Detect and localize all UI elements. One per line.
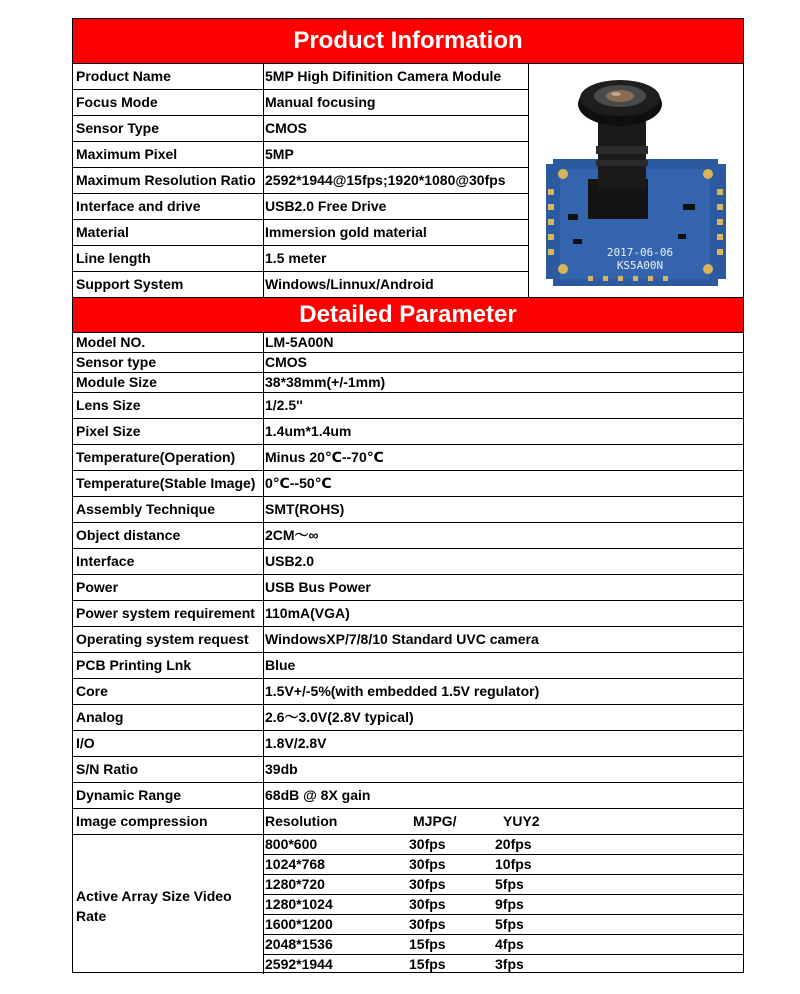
spec-sheet [72, 18, 744, 973]
param-value: WindowsXP/7/8/10 Standard UVC camera [265, 631, 539, 647]
param-value: Blue [265, 657, 296, 673]
video-resolution: 1024*768 [265, 856, 325, 872]
param-label: Module Size [76, 374, 157, 390]
product-info-value: Immersion gold material [265, 224, 427, 240]
param-label: Lens Size [76, 397, 141, 413]
param-label: S/N Ratio [76, 761, 139, 777]
video-yuy2-rate: 9fps [495, 896, 524, 912]
product-info-label: Maximum Pixel [76, 146, 178, 162]
product-info-label: Product Name [76, 68, 171, 84]
detailed-parameter-banner [73, 297, 743, 333]
column-divider [528, 63, 529, 297]
active-array-label-line2: Rate [76, 908, 107, 924]
param-value: USB Bus Power [265, 579, 371, 595]
product-info-label: Material [76, 224, 129, 240]
param-value: 1.5V+/-5%(with embedded 1.5V regulator) [265, 683, 540, 699]
resolution-column-header: Resolution [265, 813, 338, 829]
image-compression-label: Image compression [76, 813, 208, 829]
param-label: Analog [76, 709, 124, 725]
param-value: 1.4um*1.4um [265, 423, 352, 439]
video-mjpg-rate: 15fps [409, 936, 446, 952]
column-divider [263, 63, 264, 297]
product-info-value: Windows/Linnux/Android [265, 276, 434, 292]
product-info-value: CMOS [265, 120, 307, 136]
param-label: Operating system request [76, 631, 249, 647]
param-label: Core [76, 683, 108, 699]
param-label: Pixel Size [76, 423, 141, 439]
param-label: I/O [76, 735, 95, 751]
param-label: Assembly Technique [76, 501, 216, 517]
param-label: PCB Printing Lnk [76, 657, 192, 673]
active-array-label [76, 886, 262, 926]
video-resolution: 2592*1944 [265, 956, 333, 972]
product-info-value: 5MP High Difinition Camera Module [265, 68, 502, 84]
param-value: Minus 20℃--70℃ [265, 449, 384, 465]
param-value: 38*38mm(+/-1mm) [265, 374, 386, 390]
param-value: 2CM～∞ [265, 527, 319, 543]
video-yuy2-rate: 10fps [495, 856, 532, 872]
video-yuy2-rate: 3fps [495, 956, 524, 972]
video-yuy2-rate: 5fps [495, 876, 524, 892]
product-info-value: 1.5 meter [265, 250, 327, 266]
param-value: 110mA(VGA) [265, 605, 350, 621]
product-info-label: Support System [76, 276, 184, 292]
video-mjpg-rate: 30fps [409, 916, 446, 932]
product-info-label: Sensor Type [76, 120, 159, 136]
param-label: Object distance [76, 527, 181, 543]
param-value: 2.6～3.0V(2.8V typical) [265, 709, 414, 725]
video-mjpg-rate: 30fps [409, 836, 446, 852]
param-value: 0℃--50℃ [265, 475, 332, 491]
video-yuy2-rate: 20fps [495, 836, 532, 852]
video-resolution: 1280*720 [265, 876, 325, 892]
product-info-banner [73, 19, 743, 64]
column-divider [263, 332, 264, 974]
video-mjpg-rate: 30fps [409, 856, 446, 872]
video-resolution: 2048*1536 [265, 936, 333, 952]
video-mjpg-rate: 30fps [409, 876, 446, 892]
param-value: 68dB @ 8X gain [265, 787, 371, 803]
camera-module-photo [528, 64, 743, 296]
param-value: SMT(ROHS) [265, 501, 345, 517]
param-value: LM-5A00N [265, 334, 334, 350]
board-model-text: KS5A00N [616, 259, 664, 272]
param-label: Power system requirement [76, 605, 255, 621]
param-label: Dynamic Range [76, 787, 182, 803]
board-date-text: 2017-06-06 [606, 246, 674, 259]
product-info-label: Maximum Resolution Ratio [76, 172, 256, 188]
video-resolution: 800*600 [265, 836, 318, 852]
param-value: CMOS [265, 354, 307, 370]
product-info-value: 5MP [265, 146, 294, 162]
detailed-parameter-title: Detailed Parameter [299, 301, 517, 328]
mjpg-column-header: MJPG/ [413, 813, 457, 829]
param-value: USB2.0 [265, 553, 315, 569]
param-label: Power [76, 579, 119, 595]
video-mjpg-rate: 30fps [409, 896, 446, 912]
product-info-label: Focus Mode [76, 94, 158, 110]
video-yuy2-rate: 5fps [495, 916, 524, 932]
video-yuy2-rate: 4fps [495, 936, 524, 952]
param-label: Model NO. [76, 334, 146, 350]
active-array-label-line1: Active Array Size Video [76, 888, 232, 904]
param-label: Sensor type [76, 354, 157, 370]
param-label: Temperature(Operation) [76, 449, 236, 465]
video-resolution: 1600*1200 [265, 916, 333, 932]
product-info-title: Product Information [293, 27, 523, 54]
param-value: 1.8V/2.8V [265, 735, 327, 751]
row-divider [73, 834, 743, 835]
product-info-value: Manual focusing [265, 94, 376, 110]
product-info-value: USB2.0 Free Drive [265, 198, 387, 214]
video-mjpg-rate: 15fps [409, 956, 446, 972]
param-label: Interface [76, 553, 135, 569]
param-label: Temperature(Stable Image) [76, 475, 256, 491]
param-value: 1/2.5'' [265, 397, 303, 413]
param-value: 39db [265, 761, 298, 777]
product-info-label: Line length [76, 250, 151, 266]
video-resolution: 1280*1024 [265, 896, 333, 912]
product-info-label: Interface and drive [76, 198, 201, 214]
yuy2-column-header: YUY2 [503, 813, 540, 829]
product-info-value: 2592*1944@15fps;1920*1080@30fps [265, 172, 506, 188]
